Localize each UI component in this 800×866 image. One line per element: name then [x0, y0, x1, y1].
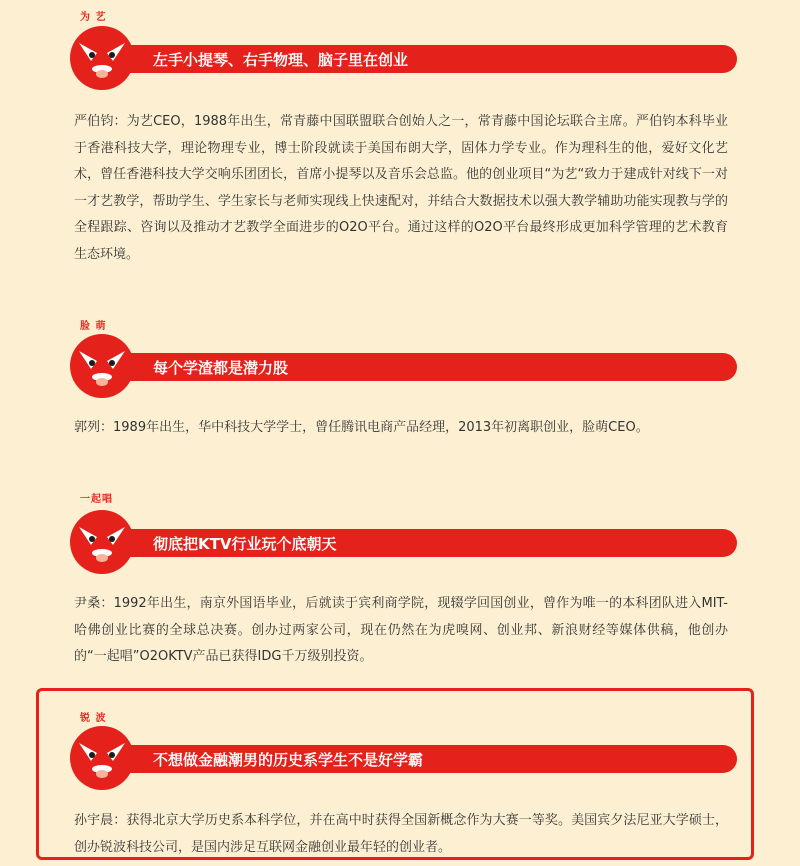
section-title: 彻底把KTV行业玩个底朝天 [153, 535, 337, 553]
mascot-icon [69, 725, 135, 791]
section-title: 每个学渣都是潜力股 [153, 359, 289, 377]
profile-paragraph: 郭列：1989年出生，华中科技大学学士，曾任腾讯电商产品经理，2013年初离职创业，脸萌CEO。 [74, 420, 649, 435]
section-title-banner [95, 745, 737, 773]
brand-tag: 脸 萌 [80, 321, 107, 332]
section-title: 不想做金融潮男的历史系学生不是好学霸 [153, 751, 424, 769]
profile-paragraph: 尹桑：1992年出生，南京外国语毕业，后就读于宾利商学院，现辍学回国创业，曾作为唯一的本科团队进入MIT-哈佛创业比赛的全球总决赛。创办过两家公司，现在仍然在为虎嗅网、创业邦、新浪财经等媒体供稿，他创办的“一起唱”O2OKTV产品已获得IDG千万级别投资。 [74, 596, 728, 664]
brand-tag: 一起唱 [80, 494, 113, 505]
section-title-banner [95, 529, 737, 557]
profile-paragraph: 孙宇晨：获得北京大学历史系本科学位，并在高中时获得全国新概念作为大赛一等奖。美国宾夕法尼亚大学硕士，创办锐波科技公司，是国内涉足互联网金融创业最年轻的创业者。 [74, 813, 728, 855]
section-title-banner [95, 353, 737, 381]
mascot-icon [69, 25, 135, 91]
section-title-banner [95, 45, 737, 73]
mascot-icon [69, 333, 135, 399]
brand-tag: 为 艺 [80, 12, 107, 23]
profile-paragraph: 严伯钧：为艺CEO，1988年出生，常青藤中国联盟联合创始人之一，常青藤中国论坛联合主席。严伯钧本科毕业于香港科技大学，理论物理专业，博士阶段就读于美国布朗大学，固体力学专业。作为理科生的他，爱好文化艺术，曾任香港科技大学交响乐团团长，首席小提琴以及音乐会总监。他的创业项目“为艺“致力于建成针对线下一对一才艺教学，帮助学生、学生家长与老师实现线上快速配对，并结合大数据技术以强大教学辅助功能实现教与学的全程跟踪、咨询以及推动才艺教学全面进步的O2O平台。通过这样的O2O平台最终形成更加科学管理的艺术教育生态环境。 [74, 114, 728, 262]
mascot-icon [69, 509, 135, 575]
brand-tag: 锐 波 [80, 713, 107, 724]
section-title: 左手小提琴、右手物理、脑子里在创业 [153, 51, 409, 69]
